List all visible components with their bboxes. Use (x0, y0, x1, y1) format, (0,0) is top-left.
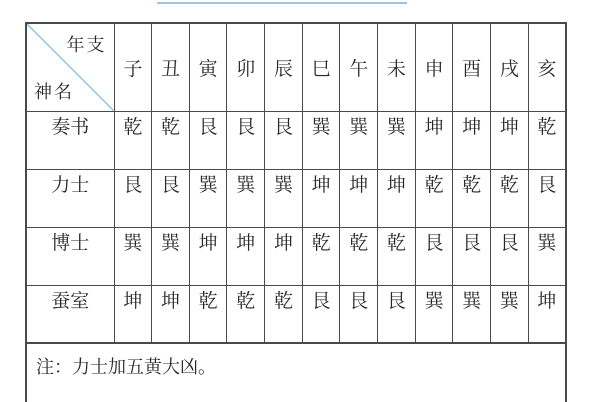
branch-header-wei: 未 (378, 23, 416, 111)
cell-value: 乾 (302, 227, 340, 285)
cell-value: 艮 (114, 169, 152, 227)
corner-label-year-branch: 年支 (66, 35, 107, 55)
cell-value: 巽 (491, 285, 529, 343)
header-row (26, 23, 566, 111)
cell-value: 艮 (378, 285, 416, 343)
table-row-zoushu (26, 111, 566, 169)
cell-value: 乾 (491, 169, 529, 227)
cell-value: 乾 (378, 227, 416, 285)
cell-value: 乾 (265, 285, 303, 343)
branch-header-si: 巳 (302, 23, 340, 111)
cell-value: 坤 (415, 111, 453, 169)
cell-value: 巽 (302, 111, 340, 169)
almanac-sheet (25, 22, 567, 402)
cell-value: 乾 (227, 285, 265, 343)
row-label-zoushu: 奏书 (26, 111, 114, 169)
branch-header-zi: 子 (114, 23, 152, 111)
cell-value: 艮 (189, 111, 227, 169)
cell-value: 坤 (152, 285, 190, 343)
table-row-boshi (26, 227, 566, 285)
cell-value: 坤 (378, 169, 416, 227)
cell-value: 艮 (528, 169, 566, 227)
footnote-area (25, 344, 567, 402)
cell-value: 乾 (453, 169, 491, 227)
cell-value: 巽 (415, 285, 453, 343)
branch-header-chen: 辰 (265, 23, 303, 111)
cell-value: 乾 (114, 111, 152, 169)
cell-value: 巽 (189, 169, 227, 227)
table-row-canshi (26, 285, 566, 343)
cell-value: 乾 (152, 111, 190, 169)
cell-value: 坤 (189, 227, 227, 285)
cell-value: 巽 (453, 285, 491, 343)
cell-value: 坤 (491, 111, 529, 169)
branch-header-hai: 亥 (528, 23, 566, 111)
row-label-lishi: 力士 (26, 169, 114, 227)
cell-value: 巽 (528, 227, 566, 285)
corner-label-deity-name: 神名 (34, 81, 74, 102)
row-label-canshi: 蚕室 (26, 285, 114, 343)
cell-value: 艮 (340, 285, 378, 343)
cell-value: 艮 (302, 285, 340, 343)
cell-value: 艮 (152, 169, 190, 227)
branch-header-shen: 申 (415, 23, 453, 111)
cell-value: 艮 (265, 111, 303, 169)
branch-header-mao: 卯 (227, 23, 265, 111)
cell-value: 乾 (415, 169, 453, 227)
branch-header-yin: 寅 (189, 23, 227, 111)
cell-value: 巽 (378, 111, 416, 169)
cell-value: 乾 (340, 227, 378, 285)
cell-value: 艮 (227, 111, 265, 169)
cell-value: 巽 (265, 169, 303, 227)
corner-header-cell (26, 23, 114, 111)
branch-header-chou: 丑 (152, 23, 190, 111)
branch-header-wu: 午 (340, 23, 378, 111)
year-branch-deity-table (25, 22, 567, 344)
top-underline-rule (157, 2, 407, 4)
row-label-boshi: 博士 (26, 227, 114, 285)
cell-value: 坤 (114, 285, 152, 343)
cell-value: 坤 (302, 169, 340, 227)
cell-value: 乾 (528, 111, 566, 169)
cell-value: 坤 (528, 285, 566, 343)
branch-header-xu: 戌 (491, 23, 529, 111)
cell-value: 巽 (340, 111, 378, 169)
footnote-text: 注：力士加五黄大凶。 (36, 357, 216, 377)
cell-value: 艮 (415, 227, 453, 285)
cell-value: 坤 (340, 169, 378, 227)
cell-value: 巽 (152, 227, 190, 285)
cell-value: 艮 (491, 227, 529, 285)
cell-value: 巽 (227, 169, 265, 227)
cell-value: 坤 (265, 227, 303, 285)
branch-header-you: 酉 (453, 23, 491, 111)
table-row-lishi (26, 169, 566, 227)
cell-value: 乾 (189, 285, 227, 343)
cell-value: 坤 (453, 111, 491, 169)
cell-value: 巽 (114, 227, 152, 285)
cell-value: 坤 (227, 227, 265, 285)
cell-value: 艮 (453, 227, 491, 285)
